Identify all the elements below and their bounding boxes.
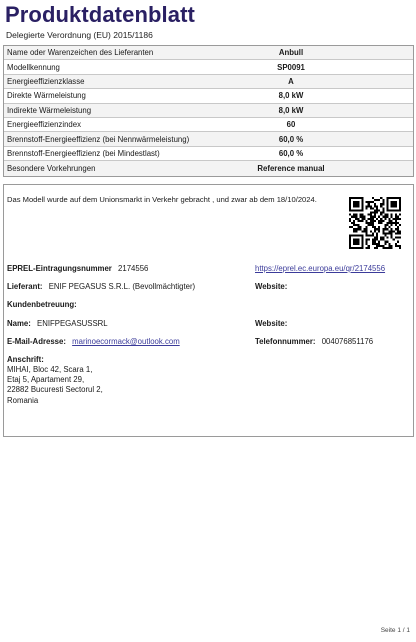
qr-code[interactable]	[349, 197, 401, 249]
supplier-info-box	[3, 184, 414, 437]
row-label: Modellkennung	[7, 62, 60, 72]
spec-table	[3, 45, 414, 177]
row-value: 60,0 %	[278, 148, 304, 158]
name-label: Name:	[7, 319, 31, 328]
supplier-value: ENIF PEGASUS S.R.L. (Bevollmächtigter)	[48, 282, 196, 291]
row-value: 8,0 kW	[278, 105, 304, 115]
address-line: Romania	[7, 395, 39, 405]
customer-service-label: Kundenbetreuung:	[7, 300, 77, 309]
address-label: Anschrift:	[7, 355, 44, 364]
address-line: Etaj 5, Apartament 29,	[7, 375, 85, 385]
page-number: Seite 1 / 1	[380, 627, 410, 634]
address-block	[7, 365, 103, 406]
row-label: Indirekte Wärmeleistung	[7, 105, 92, 115]
table-row	[4, 161, 413, 175]
row-label: Energieeffizienzklasse	[7, 76, 85, 86]
market-note: Das Modell wurde auf dem Unionsmarkt in Verkehr gebracht , und zwar ab dem 18/10/2024.	[7, 195, 317, 204]
row-value: 60,0 %	[278, 134, 304, 144]
row-label: Besondere Vorkehrungen	[7, 163, 96, 173]
website-label-2: Website:	[255, 319, 288, 328]
table-row	[4, 75, 413, 89]
phone-value: 004076851176	[321, 337, 374, 346]
table-row	[4, 104, 413, 118]
name-value: ENIFPEGASUSSRL	[37, 319, 108, 328]
email-link[interactable]: marinoecormack@outlook.com	[72, 337, 180, 346]
row-label: Name oder Warenzeichen des Lieferanten	[7, 48, 154, 58]
row-value: Reference manual	[257, 163, 325, 173]
row-value: Anbull	[278, 48, 304, 58]
row-value: SP0091	[277, 62, 305, 72]
email-label: E-Mail-Adresse:	[7, 337, 66, 346]
supplier-label: Lieferant:	[7, 282, 43, 291]
regulation-subtitle: Delegierte Verordnung (EU) 2015/1186	[6, 30, 153, 40]
page-title: Produktdatenblatt	[5, 2, 195, 27]
address-line: MIHAI, Bloc 42, Scara 1,	[7, 365, 93, 374]
table-row	[4, 118, 413, 132]
eprel-label: EPREL-Eintragungsnummer	[7, 264, 112, 273]
phone-label: Telefonnummer:	[255, 337, 316, 346]
website-label: Website:	[255, 282, 288, 291]
row-label: Energieeffizienzindex	[7, 120, 81, 130]
table-row	[4, 89, 413, 103]
eprel-link[interactable]: https://eprel.ec.europa.eu/qr/2174556	[255, 264, 386, 273]
row-label: Brennstoff-Energieeffizienz (bei Nennwärmeleistung)	[7, 134, 190, 144]
row-label: Direkte Wärmeleistung	[7, 91, 86, 101]
row-value: 8,0 kW	[278, 91, 304, 101]
row-value: 60	[286, 120, 296, 130]
row-value: A	[288, 76, 294, 86]
table-row	[4, 60, 413, 74]
address-line: 22882 Bucuresti Sectorul 2,	[7, 385, 103, 395]
table-row	[4, 46, 413, 60]
table-row	[4, 147, 413, 161]
table-row	[4, 132, 413, 146]
row-label: Brennstoff-Energieeffizienz (bei Mindestlast)	[7, 148, 160, 158]
eprel-number: 2174556	[118, 264, 149, 273]
